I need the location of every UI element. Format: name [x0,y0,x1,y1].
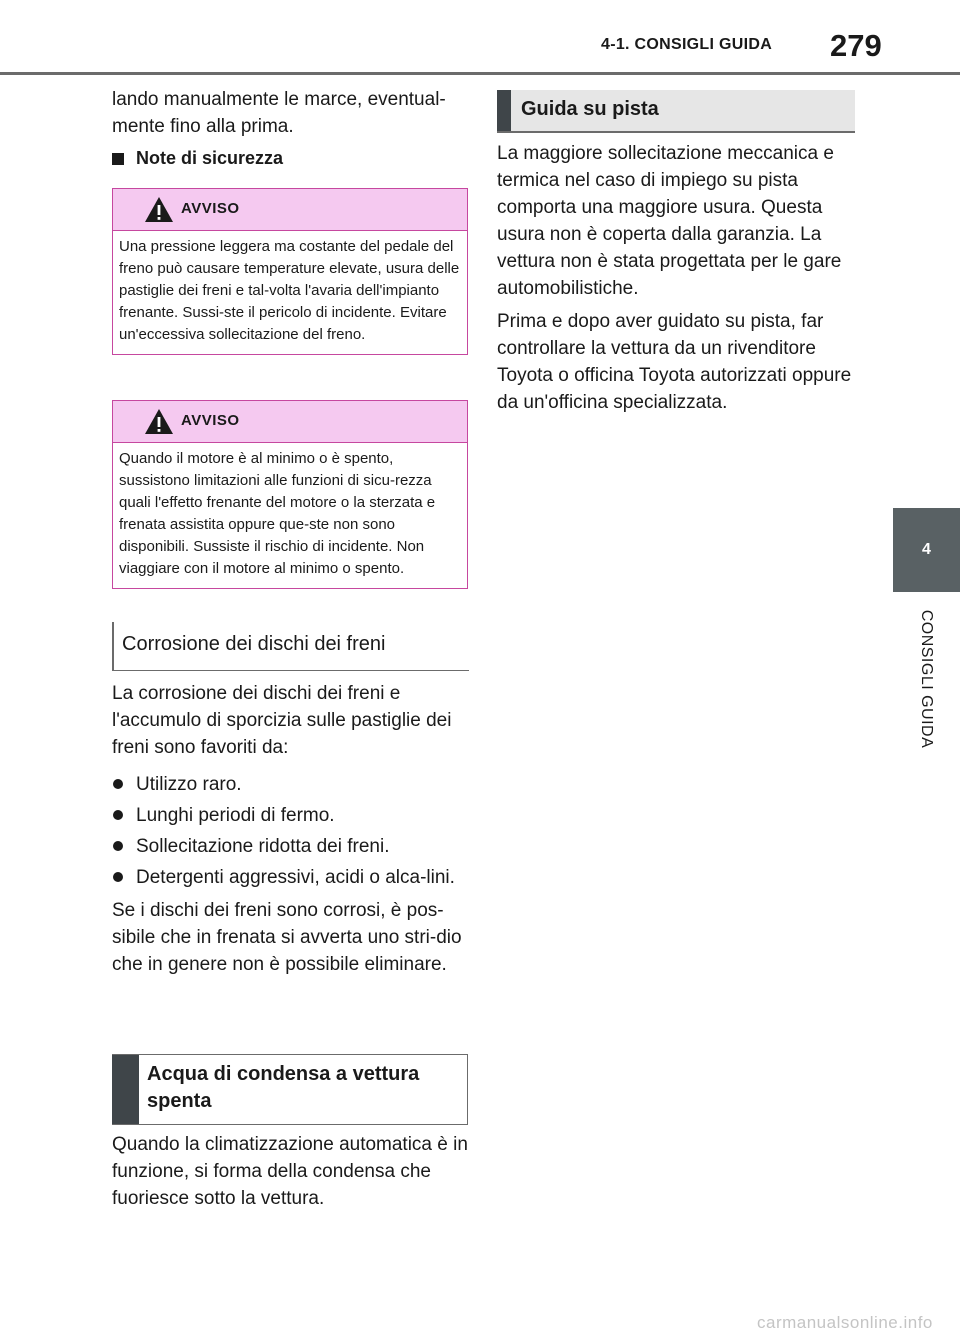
square-bullet-icon [112,153,124,165]
track-text-1: La maggiore sollecitazione meccanica e termica nel caso di impiego su pista comporta una maggiore usura. Questa usura non è coperta dalla garanzia. La vettura non è stata progettata per le gare automobilistiche. [497,143,842,299]
condensation-paragraph: Quando la climatizzazione automatica è in funzione, si forma della condensa che fuoriesce sotto la vettura. [112,1134,468,1209]
corrosion-list [112,771,468,891]
condensation-heading-text: Acqua di condensa a vettura spenta [147,1063,420,1112]
intro-paragraph: lando manualmente le marce, eventual-mente fino alla prima. [112,89,446,137]
warning-header [113,189,467,231]
header-rule [0,72,960,75]
heading-bar [497,90,511,131]
track-heading-text: Guida su pista [521,98,659,120]
list-item: Utilizzo raro. [112,771,468,798]
track-text-2: Prima e dopo aver guidato su pista, far controllare la vettura da un rivenditore Toyota o officina Toyota autorizzati oppure da un'officina specializzata. [497,311,852,413]
list-item: Sollecitazione ridotta dei freni. [112,833,468,860]
warning-box-1 [112,188,468,355]
warning-header [113,401,467,443]
chapter-tab[interactable] [893,508,960,592]
heading-bar [112,1055,139,1124]
condensation-heading [112,1054,468,1125]
list-item: Detergenti aggressivi, acidi o alca-lini. [112,864,468,891]
warning-triangle-icon [144,195,174,223]
corrosion-text: Se i dischi dei freni sono corrosi, è pos-sibile che in frenata si avverta uno stri-dio che in genere non è possibile eliminare. [112,900,462,975]
corrosion-heading-text: Corrosione dei dischi dei freni [122,633,386,655]
track-section [497,140,855,416]
warning-body: Quando il motore è al minimo o è spento, sussistono limitazioni alle funzioni di sicu-rezza quali l'effetto frenante del motore o la sterzata e frenata assistita oppure que-ste non sono disponibili. Sussiste il rischio di incidente. Non viaggiare con il motore al minimo o spento. [119,450,436,577]
chapter-label: CONSIGLI GUIDA [918,609,935,749]
corrosion-heading [112,622,469,671]
track-heading [497,90,855,133]
corrosion-section [112,680,468,978]
corrosion-intro: La corrosione dei dischi dei freni e l'accumulo di sporcizia sulle pastiglie dei freni sono favoriti da: [112,683,452,758]
section-title: 4-1. CONSIGLI GUIDA [601,36,773,53]
note-heading [112,148,283,169]
warning-triangle-icon [144,407,174,435]
warning-body: Una pressione leggera ma costante del pedale del freno può causare temperature elevate, usura delle pastiglie dei freni e tal-volta l'avaria dell'impianto frenante. Sussi-ste il pericolo di incidente. Evitare un'eccessiva sollecitazione del freno. [119,238,460,343]
warning-box-2 [112,400,468,589]
list-item: Lunghi periodi di fermo. [112,802,468,829]
watermark: carmanualsonline.info [757,1313,933,1332]
page-number: 279 [830,28,882,63]
warning-title: AVVISO [181,200,240,217]
note-heading-text: Note di sicurezza [136,148,284,168]
warning-title: AVVISO [181,412,240,429]
chapter-number: 4 [922,541,931,558]
